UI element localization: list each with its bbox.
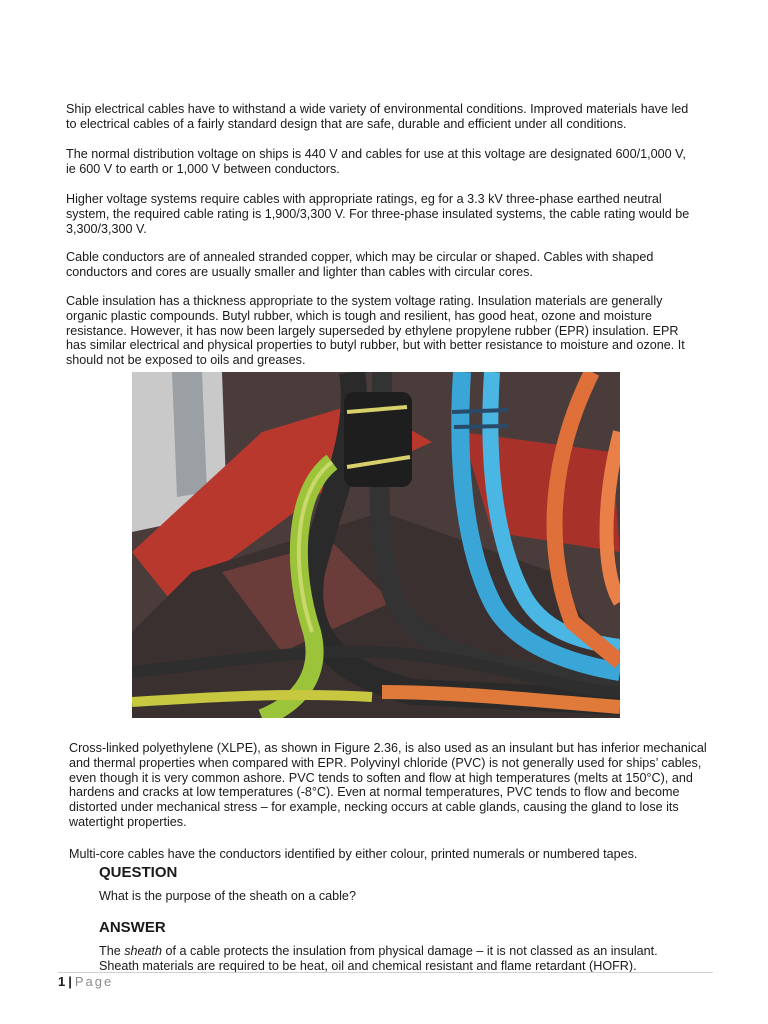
paragraph-conductors: Cable conductors are of annealed stranded copper, which may be circular or shaped. Cables with shaped conductors and cores are usually smaller and lighter than cables with circular cores.	[66, 250, 654, 279]
question-text: What is the purpose of the sheath on a cable?	[99, 889, 356, 903]
paragraph-intro: Ship electrical cables have to withstand a wide variety of environmental conditions. Improved materials have led to electrical cables of a fairly standard design that are safe, durable and efficient under all conditions.	[66, 102, 689, 131]
page-footer	[58, 974, 113, 989]
footer-separator: |	[68, 974, 72, 989]
answer-heading: ANSWER	[99, 919, 166, 936]
footer-divider	[58, 972, 713, 973]
paragraph-xlpe-pvc: Cross-linked polyethylene (XLPE), as shown in Figure 2.36, is also used as an insulant but has inferior mechanical and thermal properties when compared with EPR. Polyvinyl chloride (PVC) is not generally used for ships’ cables, even though it is very common ashore. PVC tends to soften and flow at high temperatures (melts at 150°C), and hardens and cracks at low temperatures (-8°C). Even at normal temperatures, PVC tends to flow and become distorted under mechanical stress – for example, necking occurs at cable glands, causing the gland to lose its watertight properties.	[69, 741, 707, 829]
page-label: Page	[74, 974, 114, 989]
answer-term-sheath: sheath	[124, 944, 163, 958]
paragraph-distribution-voltage: The normal distribution voltage on ships is 440 V and cables for use at this voltage are designated 600/1,000 V, ie 600 V to earth or 1,000 V between conductors.	[66, 147, 686, 176]
question-heading: QUESTION	[99, 864, 178, 881]
paragraph-higher-voltage: Higher voltage systems require cables with appropriate ratings, eg for a 3.3 kV three-phase earthed neutral system, the required cable rating is 1,900/3,300 V. For three-phase insulated systems, the cable rating would be 3,300/3,300 V.	[66, 192, 690, 236]
paragraph-multicore: Multi-core cables have the conductors identified by either colour, printed numerals or numbered tapes.	[69, 847, 638, 861]
cable-photo	[132, 372, 620, 718]
paragraph-insulation: Cable insulation has a thickness appropriate to the system voltage rating. Insulation materials are generally organic plastic compounds. Butyl rubber, which is tough and resilient, has good heat, ozone and moisture resistance. However, it has now been largely superseded by ethylene propylene rubber (EPR) insulation. EPR has similar electrical and physical properties to butyl rubber, but with better resistance to moisture and ozone. It should not be exposed to oils and greases.	[66, 294, 685, 368]
answer-text: The sheath of a cable protects the insulation from physical damage – it is not classed as an insulant. Sheath materials are required to be heat, oil and chemical resistant and flame retardant (HOFR).	[99, 944, 658, 973]
page-number: 1	[58, 974, 66, 989]
